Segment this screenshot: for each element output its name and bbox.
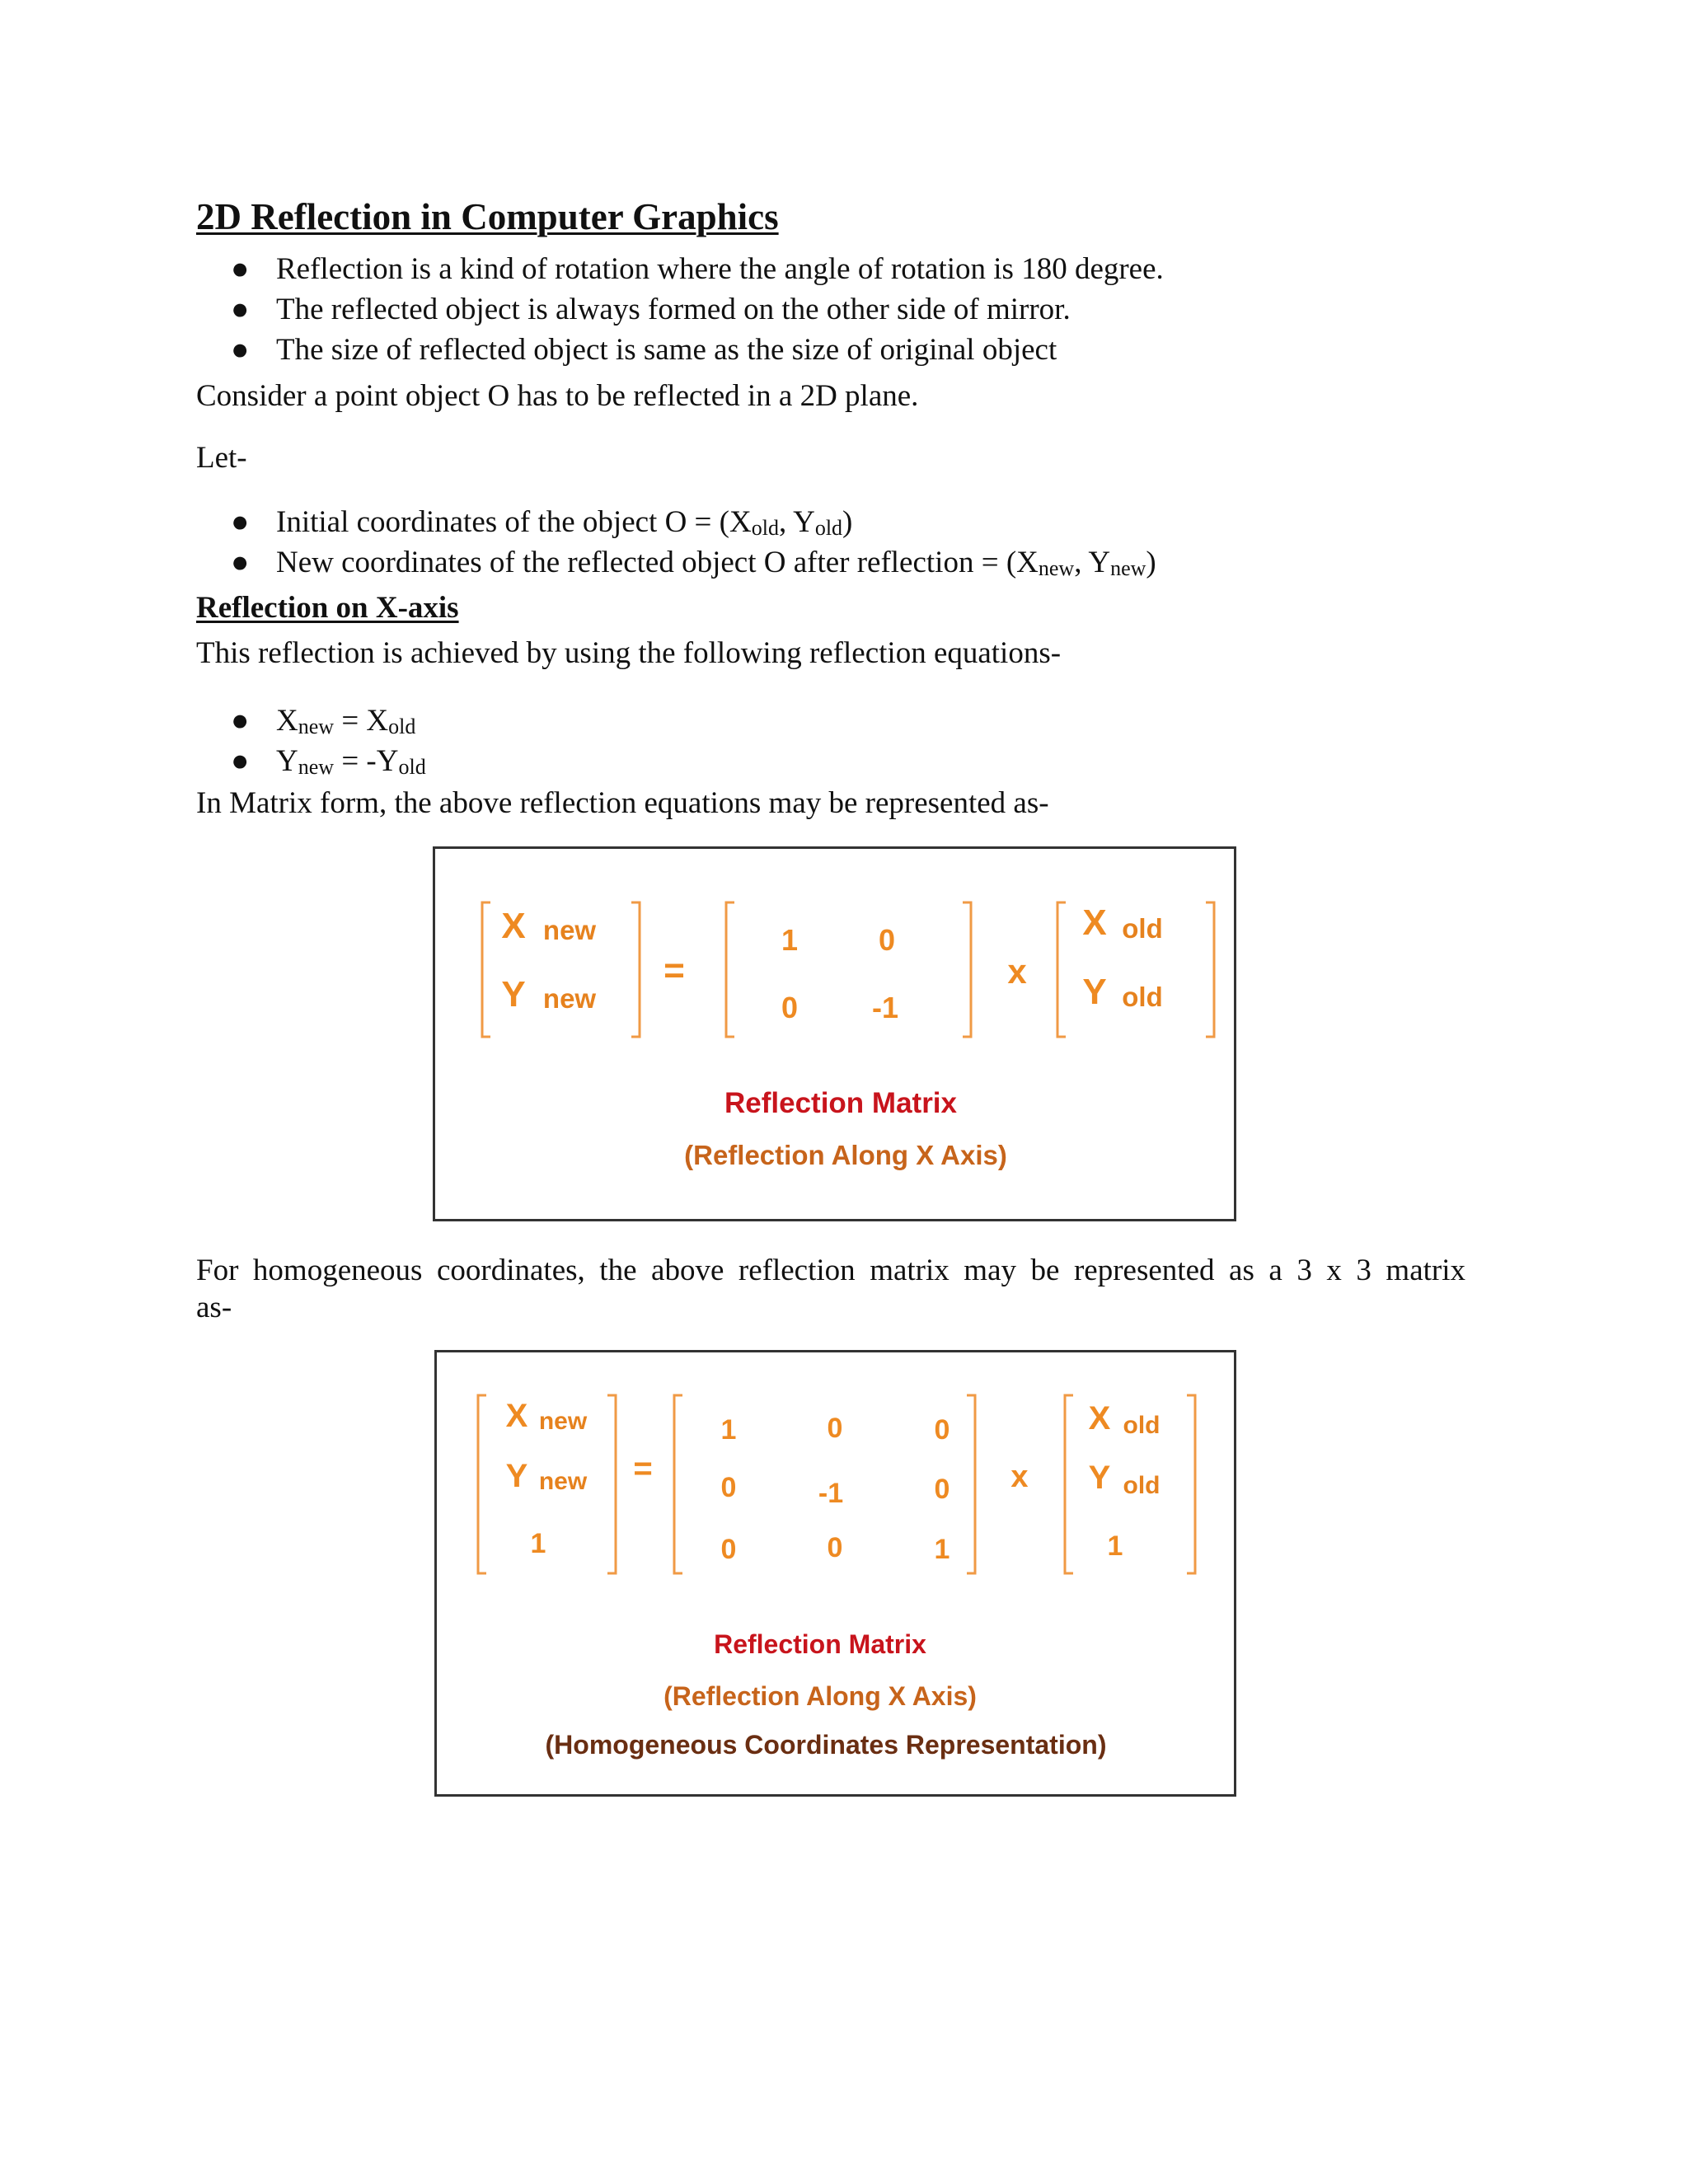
x-new-symbol: X	[501, 906, 526, 946]
matrix-cell: -1	[871, 991, 899, 1024]
page-title: 2D Reflection in Computer Graphics	[196, 196, 779, 237]
section-heading-x-axis: Reflection on X-axis	[196, 591, 459, 625]
bracket-left	[726, 902, 734, 1037]
y-old-subscript: old	[1122, 982, 1163, 1012]
equation-x: $X_{new} = X_{old}$	[276, 704, 416, 738]
consider-paragraph: Consider a point object O has to be reflected in a 2D plane.	[196, 379, 919, 413]
matrix-cell: 1	[781, 923, 799, 957]
matrix-cell: 0	[878, 923, 896, 957]
initial-coords-bullet: Initial coordinates of the object $O = (X_{old}$, $Y_{old}$)	[276, 505, 853, 540]
bullet-icon: ●	[231, 744, 250, 778]
matrix-cell: 0	[720, 1534, 737, 1565]
bracket-right	[1187, 1395, 1195, 1573]
matrix-caption-note: (Homogeneous Coordinates Representation)	[545, 1730, 1107, 1760]
multiply-sign: x	[1010, 1460, 1029, 1494]
bracket-left	[478, 1395, 486, 1573]
equations-intro: This reflection is achieved by using the following reflection equations-	[196, 636, 1062, 670]
reflection-matrix-3x3-figure	[434, 1350, 1236, 1797]
bullet-icon: ●	[231, 546, 250, 579]
intro-bullet: Reflection is a kind of rotation where the angle of rotation is 180 degree.	[276, 252, 1164, 286]
let-paragraph: Let-	[196, 441, 247, 475]
y-old-symbol: Y	[1082, 972, 1107, 1012]
y-old-symbol: Y	[1088, 1460, 1111, 1496]
matrix-2x2-svg	[435, 849, 1234, 1219]
bracket-left	[1065, 1395, 1073, 1573]
y-new-symbol: Y	[501, 974, 526, 1015]
intro-bullet: The size of reflected object is same as the size of original object	[276, 333, 1057, 367]
x-new-symbol: X	[505, 1398, 528, 1434]
bracket-right	[963, 902, 971, 1037]
matrix-intro: In Matrix form, the above reflection equations may be represented as-	[196, 786, 1049, 820]
y-new-subscript: new	[542, 983, 597, 1014]
matrix-caption-title: Reflection Matrix	[714, 1629, 926, 1659]
bracket-right	[631, 902, 640, 1037]
matrix-cell: 0	[720, 1472, 737, 1503]
equals-sign: =	[633, 1451, 653, 1487]
bracket-left	[1057, 902, 1066, 1037]
matrix-caption-title: Reflection Matrix	[724, 1087, 957, 1119]
matrix-cell: 0	[934, 1414, 950, 1446]
equals-sign: =	[663, 950, 685, 991]
homogeneous-one: 1	[530, 1528, 546, 1559]
matrix-caption-subtitle: (Reflection Along X Axis)	[684, 1140, 1007, 1170]
bracket-left	[674, 1395, 682, 1573]
bracket-left	[482, 902, 490, 1037]
matrix-cell: 0	[827, 1532, 843, 1563]
bracket-right	[607, 1395, 616, 1573]
intro-bullet: The reflected object is always formed on the other side of mirror.	[276, 293, 1071, 326]
equation-y: $Y_{new} = -Y_{old}$	[276, 744, 426, 779]
multiply-sign: x	[1007, 952, 1027, 991]
matrix-cell: 1	[934, 1534, 950, 1565]
bullet-icon: ●	[231, 333, 250, 367]
x-new-subscript: new	[538, 1408, 588, 1435]
homogeneous-paragraph: For homogeneous coordinates, the above reflection matrix may be represented as a 3 x 3 matrix	[196, 1254, 1465, 1287]
matrix-cell: 1	[720, 1414, 737, 1446]
bullet-icon: ●	[231, 293, 250, 326]
x-old-symbol: X	[1082, 902, 1107, 943]
bullet-icon: ●	[231, 505, 250, 539]
matrix-cell: 0	[934, 1474, 950, 1505]
bracket-right	[1206, 902, 1214, 1037]
matrix-caption-subtitle: (Reflection Along X Axis)	[663, 1681, 977, 1711]
homogeneous-one: 1	[1107, 1530, 1123, 1562]
y-new-symbol: Y	[505, 1458, 528, 1494]
matrix-3x3-svg	[437, 1352, 1234, 1794]
matrix-cell: 0	[827, 1413, 843, 1444]
x-old-symbol: X	[1088, 1400, 1111, 1436]
homogeneous-paragraph-cont: as-	[196, 1291, 232, 1324]
x-old-subscript: old	[1122, 913, 1163, 944]
bullet-icon: ●	[231, 252, 250, 286]
bullet-icon: ●	[231, 704, 250, 738]
matrix-cell: 0	[781, 991, 799, 1024]
x-old-subscript: old	[1123, 1412, 1160, 1439]
matrix-cell: -1	[818, 1478, 844, 1509]
y-old-subscript: old	[1123, 1472, 1160, 1499]
y-new-subscript: new	[538, 1468, 588, 1495]
new-coords-bullet: New coordinates of the reflected object O after reflection = ($X_{new}$, $Y_{new}$)	[276, 546, 1156, 580]
bracket-right	[967, 1395, 975, 1573]
x-new-subscript: new	[542, 915, 597, 945]
reflection-matrix-2x2-figure	[433, 846, 1236, 1221]
